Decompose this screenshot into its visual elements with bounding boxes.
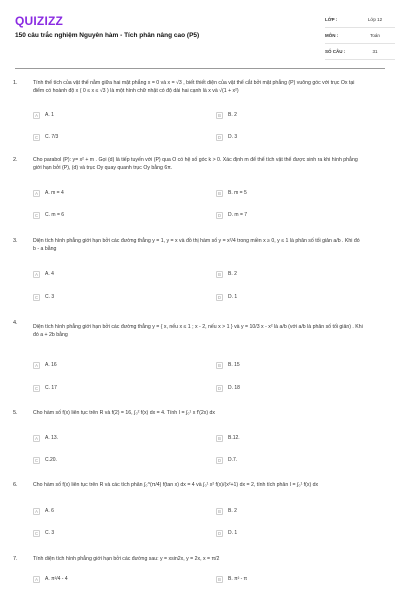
option-letter: D bbox=[217, 212, 222, 218]
question-text: Cho parabol (P): y= x² + m . Gọi (d) là tiếp tuyến với (P) qua O có hệ số góc k > 0. Xác định m để thể tích vật thể được sinh ra khi hình phẳng giới hạn bởi (P), (d) và trục Oy quay quanh trục Oy bằng 6π. bbox=[33, 157, 358, 171]
question-number: 6. bbox=[13, 482, 18, 488]
question-text: Tính diện tích hình phẳng giới hạn bởi các đường sau: y = xsin2x, y = 2x, x = π/2 bbox=[33, 556, 220, 562]
option-a[interactable] bbox=[33, 574, 178, 584]
option-a[interactable] bbox=[33, 110, 178, 120]
option-text: D.7. bbox=[228, 457, 238, 463]
meta-row-count bbox=[325, 44, 395, 60]
option-b[interactable] bbox=[216, 574, 361, 584]
option-letter: B bbox=[216, 508, 223, 515]
option-letter: C bbox=[34, 530, 39, 536]
option-letter: A bbox=[33, 190, 40, 197]
option-text: A. 1 bbox=[45, 112, 54, 118]
option-c[interactable] bbox=[33, 292, 178, 302]
option-b[interactable] bbox=[216, 110, 361, 120]
option-a[interactable] bbox=[33, 188, 178, 198]
option-letter: A bbox=[33, 435, 40, 442]
option-text: D. 3 bbox=[228, 134, 238, 140]
option-letter: C bbox=[34, 134, 39, 140]
meta-value: 31 bbox=[372, 49, 378, 54]
option-text: A. 13. bbox=[45, 435, 59, 441]
option-letter: D bbox=[217, 457, 222, 463]
option-d[interactable] bbox=[216, 528, 361, 538]
option-letter: B bbox=[216, 112, 223, 119]
option-text: B.12. bbox=[228, 435, 240, 441]
option-text: C. 3 bbox=[45, 530, 55, 536]
question-text: Diện tích hình phẳng giới hạn bởi các đường thẳng y = { x, nếu x ≤ 1 ; x - 2, nếu x > 1 } và y = 10/3 x - x² là a/b (với a/b là phân số tối giản) . Khi đó a + 2b bằng bbox=[33, 324, 363, 338]
meta-label: SỐ CÂU : bbox=[325, 49, 346, 54]
option-letter: A bbox=[33, 112, 40, 119]
option-letter: A bbox=[33, 576, 40, 583]
option-text: D. m = 7 bbox=[228, 212, 248, 218]
option-d[interactable] bbox=[216, 383, 361, 393]
option-letter: B bbox=[216, 271, 223, 278]
meta-row-subject bbox=[325, 28, 395, 44]
quizizz-logo: QUIZIZZ bbox=[15, 14, 64, 28]
option-letter: A bbox=[33, 362, 40, 369]
option-letter: D bbox=[217, 294, 222, 300]
page-title: 150 câu trắc nghiệm Nguyên hàm - Tích phân nâng cao (P5) bbox=[15, 32, 200, 39]
option-text: A. 4 bbox=[45, 271, 54, 277]
meta-value: Toán bbox=[370, 33, 380, 38]
option-text: C. 7/3 bbox=[45, 134, 59, 140]
option-text: B. π² - π bbox=[228, 576, 248, 582]
option-a[interactable] bbox=[33, 433, 178, 443]
option-letter: A bbox=[33, 508, 40, 515]
option-letter: C bbox=[34, 212, 39, 218]
option-c[interactable] bbox=[33, 528, 178, 538]
option-c[interactable] bbox=[33, 383, 178, 393]
option-a[interactable] bbox=[33, 506, 178, 516]
option-letter: B bbox=[216, 576, 223, 583]
option-text: B. 2 bbox=[228, 112, 237, 118]
question-text: Cho hàm số f(x) liên tục trên R và các tích phân ∫₀^(π/4) f(tan x) dx = 4 và ∫₀¹ x² f(x)/(x²+1) dx = 2, tính tích phân I = ∫₀¹ f(x) dx bbox=[33, 482, 319, 488]
option-b[interactable] bbox=[216, 433, 361, 443]
question-number: 7. bbox=[13, 556, 18, 562]
option-d[interactable] bbox=[216, 132, 361, 142]
option-text: D. 1 bbox=[228, 530, 238, 536]
option-c[interactable] bbox=[33, 455, 178, 465]
option-letter: B bbox=[216, 190, 223, 197]
question-number: 4. bbox=[13, 320, 18, 326]
option-text: B. 2 bbox=[228, 271, 237, 277]
meta-table bbox=[325, 12, 395, 60]
option-text: A. π²/4 - 4 bbox=[45, 576, 68, 582]
option-letter: C bbox=[34, 457, 39, 463]
question-number: 2. bbox=[13, 157, 18, 163]
option-d[interactable] bbox=[216, 455, 361, 465]
option-letter: C bbox=[34, 294, 39, 300]
option-b[interactable] bbox=[216, 506, 361, 516]
question-number: 1. bbox=[13, 80, 18, 86]
question-text: Tính thể tích của vật thể nằm giữa hai mặt phẳng x = 0 và x = √3 , biết thiết diện của vật thể cắt bởi mặt phẳng (P) vuông góc với trục Ox tại điểm có hoành độ x ( 0 ≤ x ≤ √3 ) là một hình chữ nhật có độ dài hai cạnh là x và √(1 + x²) bbox=[33, 80, 355, 94]
option-a[interactable] bbox=[33, 360, 178, 370]
option-text: B. m = 5 bbox=[228, 190, 247, 196]
option-text: C.20. bbox=[45, 457, 57, 463]
option-letter: C bbox=[34, 385, 39, 391]
option-text: A. m = 4 bbox=[45, 190, 64, 196]
meta-label: MÔN : bbox=[325, 33, 339, 38]
meta-row-class bbox=[325, 12, 395, 28]
option-text: C. m = 6 bbox=[45, 212, 65, 218]
option-text: A. 16 bbox=[45, 362, 57, 368]
option-d[interactable] bbox=[216, 210, 361, 220]
question-number: 5. bbox=[13, 410, 18, 416]
option-text: B. 2 bbox=[228, 508, 237, 514]
option-b[interactable] bbox=[216, 360, 361, 370]
question-number: 3. bbox=[13, 238, 18, 244]
option-letter: A bbox=[33, 271, 40, 278]
option-letter: D bbox=[217, 530, 222, 536]
meta-value: Lớp 12 bbox=[367, 17, 383, 22]
meta-label: LỚP : bbox=[325, 17, 338, 22]
question-text: Diện tích hình phẳng giới hạn bởi các đường thẳng y = 1, y = x và đồ thị hàm số y = x²/4 trong miền x ≥ 0, y ≤ 1 là phân số tối giản a/b . Khi đó b - a bằng bbox=[33, 238, 360, 252]
option-d[interactable] bbox=[216, 292, 361, 302]
option-letter: B bbox=[216, 362, 223, 369]
option-c[interactable] bbox=[33, 210, 178, 220]
header-divider bbox=[15, 68, 385, 69]
option-c[interactable] bbox=[33, 132, 178, 142]
option-letter: D bbox=[217, 385, 222, 391]
option-letter: D bbox=[217, 134, 222, 140]
option-b[interactable] bbox=[216, 269, 361, 279]
option-text: D. 1 bbox=[228, 294, 238, 300]
option-a[interactable] bbox=[33, 269, 178, 279]
option-text: D. 18 bbox=[228, 385, 240, 391]
option-text: A. 6 bbox=[45, 508, 54, 514]
option-text: C. 3 bbox=[45, 294, 55, 300]
question-text: Cho hàm số f(x) liên tục trên R và f(2) = 16, ∫₀² f(x) dx = 4. Tính I = ∫₀¹ x f'(2x) dx bbox=[33, 410, 216, 416]
option-letter: B bbox=[216, 435, 223, 442]
option-text: C. 17 bbox=[45, 385, 57, 391]
option-text: B. 15 bbox=[228, 362, 240, 368]
option-b[interactable] bbox=[216, 188, 361, 198]
